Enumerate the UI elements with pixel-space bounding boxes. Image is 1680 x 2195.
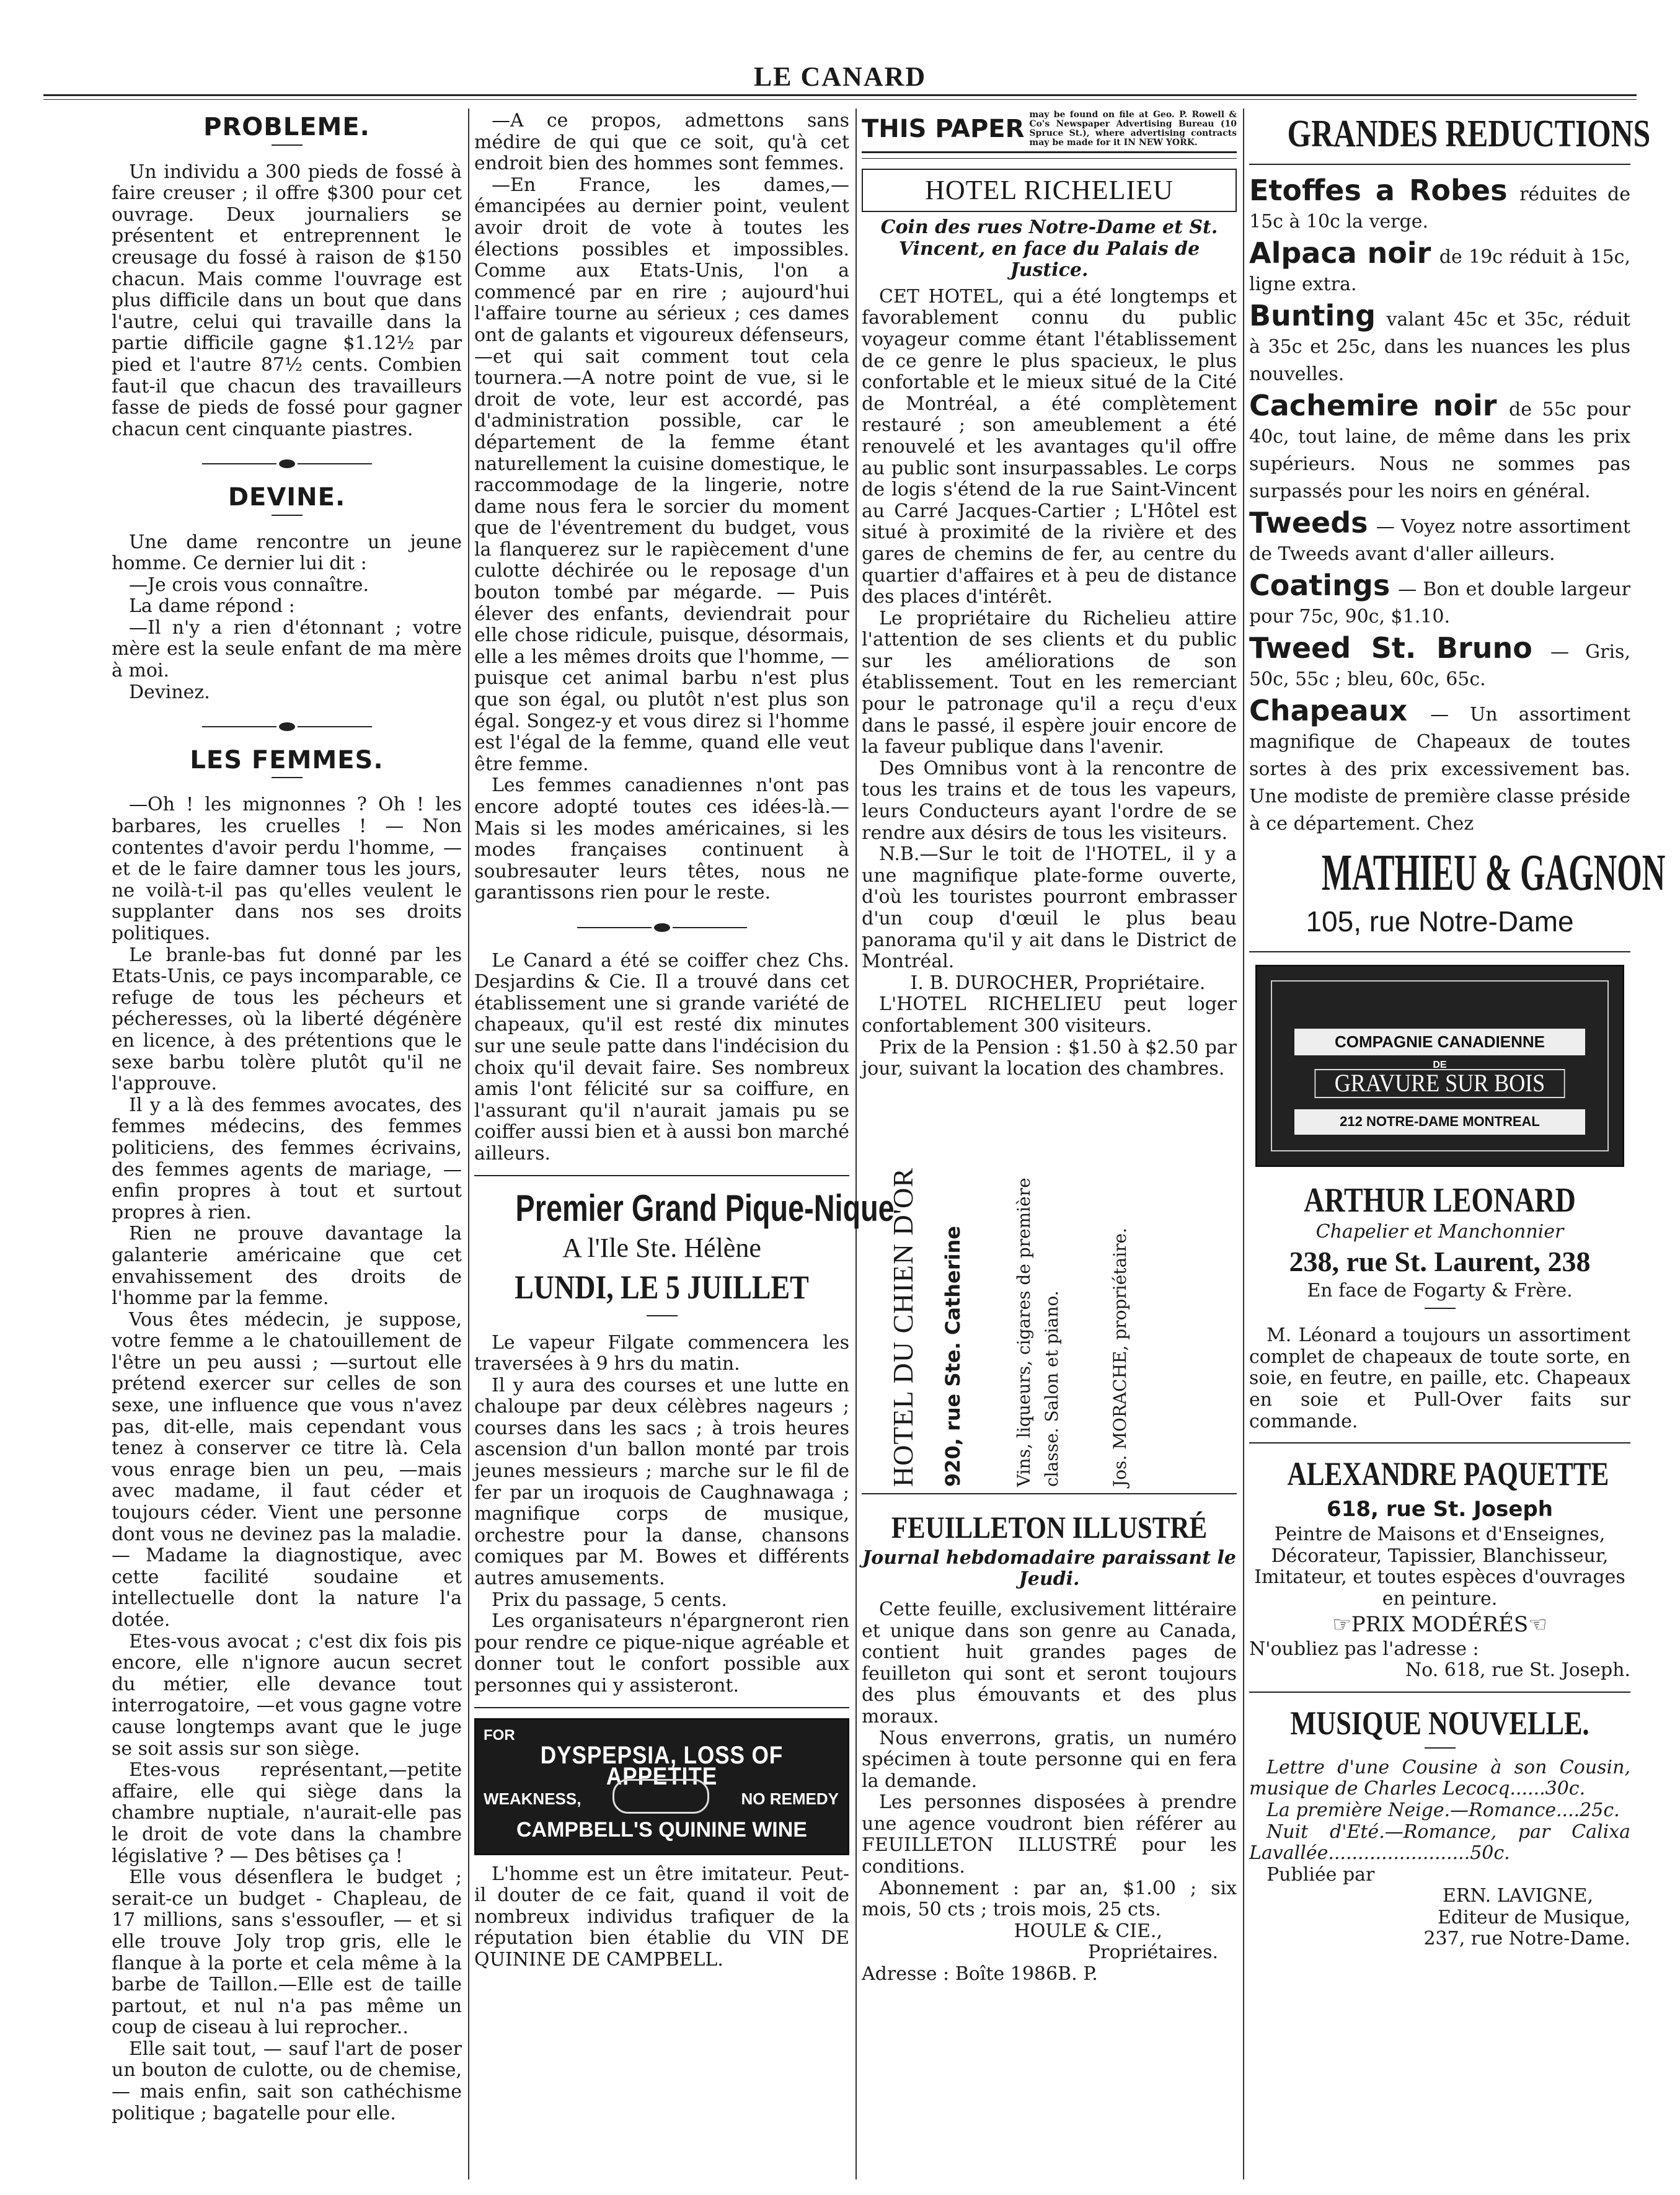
notice-small: may be found on file at Geo. P. Rowell & Co's Newspaper Advertising Bureau (10 Spruce St.), where advertising contracts may be made for it IN NEW YORK. xyxy=(1029,110,1237,148)
devine-line: La dame répond : xyxy=(129,595,295,618)
reduction-item xyxy=(1249,694,1630,837)
ad-line2-right: NO REMEDY xyxy=(741,1789,839,1808)
femmes-heading: LES FEMMES. xyxy=(190,745,384,774)
reduction-item xyxy=(1249,389,1630,505)
leonard-name: ARTHUR LEONARD xyxy=(1304,1181,1576,1220)
item-name: Chapeaux xyxy=(1249,694,1408,727)
piquenique-paragraph: Prix du passage, 5 cents. xyxy=(492,1589,727,1611)
hotel-paragraph: Des Omnibus vont à la rencontre de tous les trains et de tous les vapeurs, leurs Conducteurs ayant l'ordre de se rendre aux désirs de tous les visiteurs. xyxy=(862,757,1237,844)
item-name: Alpaca noir xyxy=(1249,236,1431,270)
leonard-address: 238, rue St. Laurent, 238 xyxy=(1289,1245,1591,1277)
piquenique-paragraph: Le vapeur Filgate commencera les traversées à 9 hrs du matin. xyxy=(474,1331,849,1375)
gravure-line2: DE xyxy=(1433,1060,1447,1070)
item-name: Bunting xyxy=(1249,299,1376,332)
hotel-chien-dor-ad xyxy=(862,1090,1237,1494)
reduction-item xyxy=(1249,299,1630,388)
hotel-paragraph: Le propriétaire du Richelieu attire l'attention de ses clients et du public sur les améliorations de son établissement. Tout en les remerciant pour le patronage qu'il a reçu d'eux dans le passé, il espère jouir encore de la faveur publique dans l'avenir. xyxy=(862,607,1237,758)
hotel-capacity: L'HOTEL RICHELIEU peut loger confortablement 300 visiteurs. xyxy=(862,993,1237,1037)
masthead-rule xyxy=(43,94,1637,96)
femmes-paragraph: Etes-vous avocat ; c'est dix fois pis encore, elle n'ignore aucun secret du métier, elle devance tout interrogatoire, —et vous gagne votre cause longtemps avant que le juge se soit assis sur son siège. xyxy=(112,1630,462,1760)
divider xyxy=(272,515,303,516)
ad-line3: CAMPBELL'S QUININE WINE xyxy=(516,1817,807,1842)
divider xyxy=(647,1315,678,1316)
feuilleton-paragraph: Cette feuille, exclusivement littéraire et unique dans son genre au Canada, contient huit grandes pages de feuilleton qui sont et seront toujours des plus émouvants et des plus moraux. xyxy=(862,1598,1237,1727)
chien-line1: Vins, liqueurs, cigares de première xyxy=(1014,1177,1034,1487)
feuilleton-paragraph: Abonnement : par an, $1.00 ; six mois, 50 cts ; trois mois, 25 cts. xyxy=(862,1877,1237,1921)
femmes-paragraph: Le branle-bas fut donné par les Etats-Unis, ce pays incomparable, ce refuge de tous les pécheurs et pécheresses, où la liberté dégénère en licence, à des prétentions que le sexe barbu tolère plutôt qu'il ne l'approuve. xyxy=(112,944,462,1095)
musique-address: 237, rue Notre-Dame. xyxy=(1423,1928,1630,1950)
ad-for: FOR xyxy=(484,1726,515,1744)
divider xyxy=(474,1175,849,1176)
store-name: MATHIEU & GAGNON xyxy=(1321,844,1666,902)
reduction-item xyxy=(1249,506,1630,567)
probleme-heading: PROBLEME. xyxy=(203,113,370,141)
notice-big: THIS PAPER xyxy=(862,114,1025,143)
musique-title: MUSIQUE NOUVELLE. xyxy=(1290,1704,1589,1742)
masthead xyxy=(0,0,1680,93)
musique-publisher: ERN. LAVIGNE, xyxy=(1442,1885,1593,1907)
item-text: — Bon et double largeur pour 75c, 90c, $1.10. xyxy=(1249,579,1630,627)
masthead-rule-thin xyxy=(43,99,1637,100)
reduction-item xyxy=(1249,236,1630,298)
feuilleton-paragraph: Nous enverrons, gratis, un numéro spécimen à toute personne qui en fera la demande. xyxy=(862,1727,1237,1792)
femmes-paragraph: —Oh ! les mignonnes ? Oh ! les barbares, les cruelles ! — Non contentes d'avoir perdu l'homme, — et de le faire damner tous les jours, ne voilà-t-il pas qu'elles veulent le supplanter dans nos ses droits politiques. xyxy=(112,794,462,944)
column-divider xyxy=(855,109,857,2179)
femmes-paragraph: Etes-vous représentant,—petite affaire, elle qui siège dans la chambre nuptiale, n'aurait-elle pas le droit de vote dans la chambre législative ? — Des bêtises ça ! xyxy=(112,1759,462,1867)
divider xyxy=(1425,1747,1456,1749)
item-text: — Voyez notre assortiment de Tweeds avant d'aller ailleurs. xyxy=(1249,516,1630,565)
reduction-item xyxy=(1249,631,1630,693)
item-name: Etoffes a Robes xyxy=(1249,174,1508,207)
femmes-continued: —En France, les dames,— émancipées au dernier point, veulent avoir droit de vote à toutes les élections possibles et impossibles. Comme aux Etats-Unis, l'on a commencé par en rire ; aujourd'hui l'affaire tourne au sérieux ; ces dames ont de galants et vigoureux défenseurs,—et qui sait comment tout cela tournera.—A notre point de vue, si le droit de vote, leur est accordé, pas d'administration possible, car le département de la femme étant naturellement la cuisine domestique, le raccommodage de la lingerie, notre dame nous fera le sorcier du moment que de l'éventrement du budget, vous la flanquerez sur le rapiècement d'une culotte déchirée ou le reposage d'un bouton tombé par mégarde. — Puis élever des enfants, deviendrait pour elle chose ridicule, puisque, désormais, elle a les mêmes droits que l'homme, — puisque cet animal barbu n'est plus que son égal, ou plutôt n'est plus son égal. Songez-y et vous direz si l'homme est l'égal de la femme, quand elle veut être femme. xyxy=(474,174,849,775)
chien-owner: Jos. MORACHE, propriétaire. xyxy=(1110,1227,1130,1487)
divider xyxy=(272,144,303,146)
item-text: de 55c pour 40c, tout laine, de même dans les prix supérieurs. Nous ne sommes pas surpassés pour les noirs en général. xyxy=(1249,399,1630,502)
gravure-line1: COMPAGNIE CANADIENNE xyxy=(1294,1029,1585,1055)
paquette-name: ALEXANDRE PAQUETTE xyxy=(1287,1455,1609,1493)
probleme-text: Un individu a 300 pieds de fossé à faire creuser ; il offre $300 pour cet ouvrage. Deux journaliers se présentent et entreprennent le creusage du fossé à raison de $150 chacun. Mais comme l'ouvrage est plus difficile dans un bout que dans l'autre, celui qui travaille dans la partie difficile gagne $1.12½ par pied et l'autre 87½ cents. Combien faut-il que chacun des travailleurs fasse de pieds de fossé pour gagner chacun cent cinquante piastres. xyxy=(112,161,462,440)
divider xyxy=(272,777,303,778)
gravure-line3: GRAVURE SUR BOIS xyxy=(1314,1069,1565,1098)
gravure-line4: 212 NOTRE-DAME MONTREAL xyxy=(1294,1109,1585,1135)
femmes-paragraph: Rien ne prouve davantage la galanterie américaine que cet envahissement des droits de l'homme par la femme. xyxy=(112,1223,462,1310)
musique-item: Nuit d'Eté.—Romance, par Calixa Lavallée........................50c. xyxy=(1249,1820,1630,1865)
femmes-paragraph: Vous êtes médecin, je suppose, votre femme a le chatouillement de l'être un peu aussi ; —surtout elle prétend exercer sur celles de son sexe, une influence que vous n'avez pas, dit-elle, mais cependant vous tenez à conserver ce titre là. Cela vous enrage bien un peu, —mais avec madame, il faut céder et toujours céder. Vient une personne dont vous ne devinez pas la maladie.— Madame la diagnostique, avec cette facilité soudaine et intellectuelle dont la nature l'a dotée. xyxy=(112,1308,462,1631)
paquette-reminder-address: No. 618, rue St. Joseph. xyxy=(1405,1659,1630,1682)
femmes-paragraph: Elle sait tout, — sauf l'art de poser un bouton de culotte, ou de chemise,— mais enfin, sait son cathéchisme politique ; bagatelle pour elle. xyxy=(112,2038,462,2124)
musique-role: Editeur de Musique, xyxy=(1437,1906,1630,1928)
column-divider xyxy=(468,109,469,2179)
feuilleton-subtitle: Journal hebdomadaire paraissant le Jeudi. xyxy=(862,1546,1236,1590)
piquenique-paragraph: Il y aura des courses et une lutte en chaloupe par deux célèbres nageurs ; courses dans les sacs ; à trois heures ascension d'un ballon monté par trois jeunes messieurs ; marche sur le fil de fer par un iroquois de Caughnawaga ; magnifique corps de musique, orchestre pour la danse, chansons comiques par M. Bowes et différents autres amusements. xyxy=(474,1374,849,1590)
hotel-paragraph: CET HOTEL, qui a été longtemps et favorablement connu du public voyageur comme étant l'établissement de ce genre le plus spacieux, le plus confortable et le mieux situé de la Cité de Montréal, a été complètement restauré ; son ameublement a été renouvelé et les avantages qu'il offre au public sont insurpassables. Le corps de logis s'étend de la rue Saint-Vincent au Carré Jacques-Cartier ; L'Hôtel est situé à proximité de la rivière et des gares de chemins de fer, au centre du quartier d'affaires et à peu de distance des places d'intérêt. xyxy=(862,285,1237,608)
newspaper-title: LE CANARD xyxy=(753,61,927,92)
hotel-paragraph: N.B.—Sur le toit de l'HOTEL, il y a une magnifique plate-forme ouverte, d'où les touristes pourront embrasser d'un coup d'œuil le plus beau panorama qu'il y ait dans le District de Montréal. xyxy=(862,843,1237,973)
devine-heading: DEVINE. xyxy=(228,482,346,512)
ad-line1: DYSPEPSIA, LOSS OF APPETITE xyxy=(540,1741,784,1791)
paquette-reminder: N'oubliez pas l'adresse : xyxy=(1249,1638,1479,1660)
feuilleton-paragraph: Les personnes disposées à prendre une agence voudront bien référer au FEUILLETON ILLUSTRÉ pour les conditions. xyxy=(862,1791,1237,1878)
column-1 xyxy=(112,110,462,2169)
hotel-richelieu-subtitle: Coin des rues Notre-Dame et St. Vincent, en face du Palais de Justice. xyxy=(880,216,1218,282)
musique-item: Lettre d'une Cousine à son Cousin, musique de Charles Lecocq......30c. xyxy=(1249,1756,1630,1800)
musique-item: La première Neige.—Romance....25c. xyxy=(1267,1799,1620,1821)
gravure-ad xyxy=(1255,965,1624,1167)
ornament-divider xyxy=(112,453,462,474)
paquette-text: Peintre de Maisons et d'Enseignes, Décorateur, Tapissier, Blanchisseur, Imitateur, et toutes espèces d'ouvrages en peinture. xyxy=(1254,1523,1625,1610)
musique-pub-label: Publiée par xyxy=(1267,1863,1375,1886)
campbell-quinine-ad xyxy=(474,1718,849,1855)
devine-line: —Il n'y a rien d'étonnant ; votre mère est la seule enfant de ma mère à moi. xyxy=(112,616,462,682)
femmes-continued: Les femmes canadiennes n'ont pas encore adopté toutes ces idées-là.— Mais si les modes américaines, si les modes françaises continuent à soubresauter leurs têtes, nous ne garantissons rien pour le reste. xyxy=(474,774,849,904)
hotel-price: Prix de la Pension : $1.50 à $2.50 par jour, suivant la location des chambres. xyxy=(862,1036,1237,1080)
divider xyxy=(1249,951,1630,952)
piquenique-place: A l'Ile Ste. Hélène xyxy=(562,1232,761,1263)
divider xyxy=(1425,1308,1456,1309)
leonard-trade: Chapelier et Manchonnier xyxy=(1315,1221,1564,1243)
item-text: réduites de 15c à 10c la verge. xyxy=(1249,184,1630,233)
bottle-icon xyxy=(612,1779,709,1814)
hotel-richelieu-name: HOTEL RICHELIEU xyxy=(862,169,1237,212)
paquette-address: 618, rue St. Joseph xyxy=(1327,1497,1553,1522)
paquette-prix: ☞PRIX MODÉRÉS☜ xyxy=(1332,1612,1547,1637)
piquenique-paragraph: Les organisateurs n'épargneront rien pour rendre ce pique-nique agréable et donner tout le confort possible aux personnes qui y assisteront. xyxy=(474,1610,849,1696)
column-divider xyxy=(1243,109,1244,2179)
item-text: de 19c réduit à 15c, ligne extra. xyxy=(1249,246,1630,295)
item-name: Tweed St. Bruno xyxy=(1249,631,1532,665)
item-name: Cachemire noir xyxy=(1249,389,1497,422)
divider xyxy=(1249,1692,1630,1693)
chien-name: HOTEL DU CHIEN D'OR xyxy=(887,1167,919,1487)
chien-address: 920, rue Ste. Catherine xyxy=(941,1225,965,1487)
prix-label: PRIX MODÉRÉS xyxy=(1351,1612,1529,1637)
item-text: valant 45c et 35c, réduit à 35c et 25c, dans les nuances les plus nouvelles. xyxy=(1249,309,1630,385)
feuilleton-publisher-role: Propriétaires. xyxy=(1087,1941,1218,1964)
reductions-title: GRANDES REDUCTIONS xyxy=(1287,113,1651,155)
campbell-text: L'homme est un être imitateur. Peut-il douter de ce fait, quand il voit de nombreux individus trafiquer de la réputation bien établie du VIN DE QUININE DE CAMPBELL. xyxy=(474,1863,849,1971)
divider xyxy=(1249,164,1630,165)
divider xyxy=(474,1707,849,1708)
ornament-divider xyxy=(112,716,462,737)
reduction-item xyxy=(1249,174,1630,235)
devine-line: Devinez. xyxy=(129,681,210,703)
femmes-continued: —A ce propos, admettons sans médire de qui que ce soit, qu'à cet endroit bien des hommes sont femmes. xyxy=(474,110,849,175)
femmes-paragraph: Il y a là des femmes avocates, des femmes médecins, des femmes politiciens, des femmes écrivains, des femmes agents de mariage, — enfin propres à tout et surtout propres à rien. xyxy=(112,1094,462,1223)
leonard-text: M. Léonard a toujours un assortiment complet de chapeaux de toute sorte, en soie, en feutre, en paille, etc. Chapeaux en soie et Pull-Over faits sur commande. xyxy=(1249,1324,1630,1432)
item-text: — Un assortiment magnifique de Chapeaux de toutes sortes à des prix excessivement bas. Une modiste de première classe préside à ce département. Chez xyxy=(1249,704,1630,835)
ornament-divider xyxy=(474,916,849,938)
store-address: 105, rue Notre-Dame xyxy=(1306,905,1574,938)
devine-line: —Je crois vous connaître. xyxy=(129,574,369,596)
devine-line: Une dame rencontre un jeune homme. Ce dernier lui dit : xyxy=(112,531,462,575)
column-2 xyxy=(474,110,895,2169)
item-name: Tweeds xyxy=(1249,506,1368,539)
chien-line2: classe. Salon et piano. xyxy=(1041,1290,1062,1487)
newspaper-notice xyxy=(862,110,1237,153)
canard-note: Le Canard a été se coiffer chez Chs. Desjardins & Cie. Il a trouvé dans cet établissement une si grande variété de chapeaux, qu'il est resté dix minutes sur une seule patte dans l'indécision du choix qu'il devait faire. Ses nombreux amis l'ont félicité sur sa coiffure, en l'assurant qu'il n'aurait jamais pu se coiffer aussi bien et à aussi bon marché ailleurs. xyxy=(474,949,849,1164)
leonard-location: En face de Fogarty & Frère. xyxy=(1307,1279,1573,1301)
feuilleton-title: FEUILLETON ILLUSTRÉ xyxy=(891,1509,1208,1545)
piquenique-title: Premier Grand Pique-Nique xyxy=(515,1187,895,1229)
item-name: Coatings xyxy=(1249,569,1390,602)
piquenique-date: LUNDI, LE 5 JUILLET xyxy=(515,1268,809,1306)
ad-line2-left: WEAKNESS, xyxy=(484,1789,581,1808)
divider xyxy=(1249,1442,1630,1443)
reduction-item xyxy=(1249,569,1630,630)
column-4 xyxy=(1249,110,1666,2169)
column-3 xyxy=(862,110,1237,2169)
divider xyxy=(862,158,1237,159)
femmes-paragraph: Elle vous désenflera le budget ; serait-ce un budget - Chapleau, de 17 millions, sans s'essoufler, — et si elle trouve Joly trop gris, elle le flanque à la porte et cela même à la barbe de Taillon.—Elle est de taille partout, et nul n'a pas même un coup de ciseau à lui reprocher.. xyxy=(112,1866,462,2039)
item-text: — Gris, 50c, 55c ; bleu, 60c, 65c. xyxy=(1249,641,1630,690)
feuilleton-publisher: HOULE & CIE., xyxy=(1014,1920,1162,1942)
hotel-proprietor: I. B. DUROCHER, Propriétaire. xyxy=(910,972,1206,994)
feuilleton-address: Adresse : Boîte 1986B. P. xyxy=(862,1963,1098,1985)
